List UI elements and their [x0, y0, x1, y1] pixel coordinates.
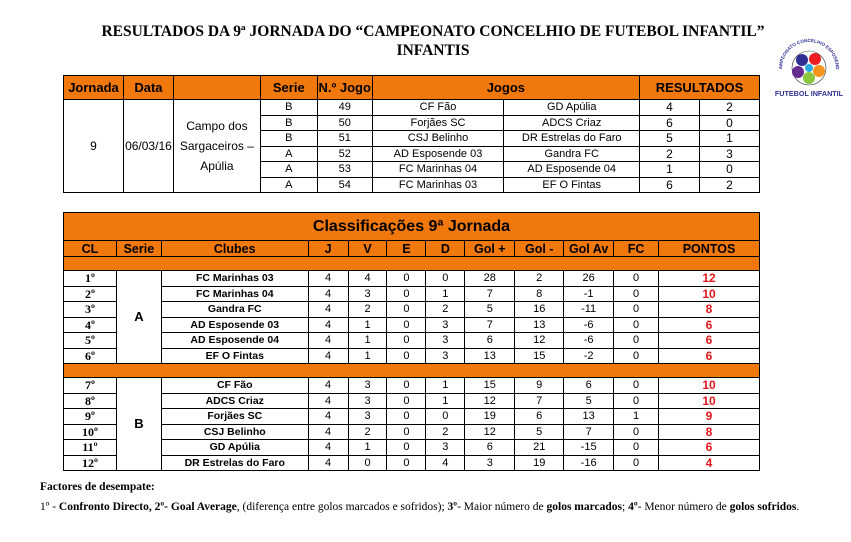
stat-gol-av: 13 [564, 409, 614, 425]
stat-fc: 0 [614, 333, 659, 349]
col-header-gol-minus: Gol - [515, 241, 564, 257]
stat-d: 1 [426, 286, 465, 302]
table-row [64, 348, 760, 364]
game-serie: B [260, 115, 317, 131]
stat-gol-plus: 3 [465, 455, 515, 471]
stat-v: 4 [348, 271, 387, 287]
stat-fc: 0 [614, 424, 659, 440]
table-row [64, 302, 760, 318]
game-away: ADCS Criaz [504, 115, 640, 131]
stat-v: 1 [348, 317, 387, 333]
stat-gol-av: 26 [564, 271, 614, 287]
group-serie: B [116, 378, 161, 471]
club-name: Gandra FC [161, 302, 308, 318]
club-name: ADCS Criaz [161, 393, 308, 409]
stat-d: 1 [426, 393, 465, 409]
table-row [64, 286, 760, 302]
stat-gol-minus: 21 [515, 440, 564, 456]
stat-gol-av: -15 [564, 440, 614, 456]
classification-header-row [64, 241, 760, 257]
group-separator [64, 257, 760, 271]
stat-v: 1 [348, 333, 387, 349]
tiebreak-heading: Factores de desempate: [40, 481, 155, 493]
game-away-goals: 0 [699, 162, 759, 178]
stat-j: 4 [308, 286, 348, 302]
header-data: Data [123, 76, 173, 100]
club-name: FC Marinhas 03 [161, 271, 308, 287]
stat-gol-plus: 6 [465, 333, 515, 349]
stat-j: 4 [308, 378, 348, 394]
club-name: AD Esposende 04 [161, 333, 308, 349]
game-away-goals: 0 [699, 115, 759, 131]
stat-gol-av: -2 [564, 348, 614, 364]
header-jogos: Jogos [372, 76, 639, 100]
rank: 4º [64, 317, 117, 333]
stat-fc: 0 [614, 378, 659, 394]
rules-bold: Confronto Directo, 2º- Goal Average [58, 501, 237, 513]
table-row [64, 393, 760, 409]
stat-gol-plus: 15 [465, 378, 515, 394]
title-line-2: INFANTIS [396, 42, 470, 59]
rank: 2º [64, 286, 117, 302]
game-number: 54 [317, 177, 372, 193]
rank: 8º [64, 393, 117, 409]
points: 6 [659, 333, 760, 349]
table-row [64, 271, 760, 287]
page-title [88, 22, 778, 60]
stat-fc: 1 [614, 409, 659, 425]
rank: 7º [64, 378, 117, 394]
stat-d: 3 [426, 317, 465, 333]
col-header-fc: FC [614, 241, 659, 257]
game-row [64, 100, 760, 116]
stat-gol-av: 5 [564, 393, 614, 409]
points: 6 [659, 348, 760, 364]
game-home: AD Esposende 03 [372, 146, 504, 162]
rules-text: - Menor número de [637, 501, 730, 513]
stat-gol-minus: 8 [515, 286, 564, 302]
game-number: 50 [317, 115, 372, 131]
stat-gol-plus: 6 [465, 440, 515, 456]
stat-gol-av: -16 [564, 455, 614, 471]
stat-fc: 0 [614, 393, 659, 409]
stat-v: 2 [348, 302, 387, 318]
stat-gol-minus: 12 [515, 333, 564, 349]
championship-logo [772, 32, 846, 106]
club-name: CF Fão [161, 378, 308, 394]
stat-e: 0 [387, 302, 426, 318]
game-away-goals: 2 [699, 100, 759, 116]
game-number: 52 [317, 146, 372, 162]
stat-gol-minus: 7 [515, 393, 564, 409]
game-serie: A [260, 177, 317, 193]
stat-e: 0 [387, 286, 426, 302]
stat-e: 0 [387, 409, 426, 425]
game-away: AD Esposende 04 [504, 162, 640, 178]
stat-gol-minus: 2 [515, 271, 564, 287]
stat-e: 0 [387, 455, 426, 471]
stat-j: 4 [308, 348, 348, 364]
stat-e: 0 [387, 440, 426, 456]
stat-fc: 0 [614, 348, 659, 364]
game-number: 51 [317, 131, 372, 147]
stat-fc: 0 [614, 455, 659, 471]
stat-gol-av: 6 [564, 378, 614, 394]
stat-j: 4 [308, 409, 348, 425]
rank: 10º [64, 424, 117, 440]
points: 10 [659, 286, 760, 302]
club-name: GD Apúlia [161, 440, 308, 456]
game-home-goals: 2 [640, 146, 700, 162]
results-table [63, 75, 760, 193]
stat-e: 0 [387, 378, 426, 394]
stat-e: 0 [387, 333, 426, 349]
stat-gol-minus: 16 [515, 302, 564, 318]
title-line-1: RESULTADOS DA 9ª JORNADA DO “CAMPEONATO CONCELHIO DE FUTEBOL INFANTIL” [101, 23, 765, 40]
stat-e: 0 [387, 271, 426, 287]
table-row [64, 455, 760, 471]
game-home-goals: 1 [640, 162, 700, 178]
rules-bold: golos sofridos [729, 501, 797, 513]
game-home-goals: 6 [640, 177, 700, 193]
stat-fc: 0 [614, 302, 659, 318]
game-home-goals: 4 [640, 100, 700, 116]
stat-e: 0 [387, 424, 426, 440]
stat-fc: 0 [614, 440, 659, 456]
stat-fc: 0 [614, 271, 659, 287]
logo-ball-icon [792, 51, 826, 85]
points: 10 [659, 378, 760, 394]
date-value: 06/03/16 [123, 100, 173, 193]
stat-gol-av: 7 [564, 424, 614, 440]
stat-d: 3 [426, 440, 465, 456]
stat-j: 4 [308, 333, 348, 349]
club-name: DR Estrelas do Faro [161, 455, 308, 471]
stat-gol-plus: 12 [465, 424, 515, 440]
venue-value: Campo dos Sargaceiros – Apúlia [173, 100, 260, 193]
col-header-serie: Serie [116, 241, 161, 257]
game-away: DR Estrelas do Faro [504, 131, 640, 147]
rules-text: 1º - [40, 501, 59, 513]
game-home-goals: 5 [640, 131, 700, 147]
stat-fc: 0 [614, 317, 659, 333]
stat-j: 4 [308, 424, 348, 440]
game-away-goals: 2 [699, 177, 759, 193]
stat-gol-plus: 5 [465, 302, 515, 318]
game-home-goals: 6 [640, 115, 700, 131]
col-header-v: V [348, 241, 387, 257]
game-away: Gandra FC [504, 146, 640, 162]
stat-d: 0 [426, 409, 465, 425]
stat-j: 4 [308, 393, 348, 409]
col-header-d: D [426, 241, 465, 257]
rank: 11º [64, 440, 117, 456]
game-away: EF O Fintas [504, 177, 640, 193]
rank: 3º [64, 302, 117, 318]
stat-gol-minus: 5 [515, 424, 564, 440]
stat-d: 3 [426, 333, 465, 349]
header-resultados: RESULTADOS [640, 76, 760, 100]
game-number: 49 [317, 100, 372, 116]
points: 8 [659, 424, 760, 440]
stat-j: 4 [308, 271, 348, 287]
stat-gol-plus: 7 [465, 286, 515, 302]
table-row [64, 333, 760, 349]
stat-v: 2 [348, 424, 387, 440]
game-serie: A [260, 146, 317, 162]
club-name: Forjães SC [161, 409, 308, 425]
game-away-goals: 3 [699, 146, 759, 162]
rank: 12º [64, 455, 117, 471]
game-home: FC Marinhas 04 [372, 162, 504, 178]
stat-gol-av: -6 [564, 333, 614, 349]
points: 8 [659, 302, 760, 318]
table-row [64, 317, 760, 333]
col-header-gol-av: Gol Av [564, 241, 614, 257]
stat-j: 4 [308, 317, 348, 333]
stat-j: 4 [308, 302, 348, 318]
game-home: FC Marinhas 03 [372, 177, 504, 193]
game-away-goals: 1 [699, 131, 759, 147]
rules-bold: golos marcados [546, 501, 622, 513]
stat-j: 4 [308, 455, 348, 471]
stat-d: 3 [426, 348, 465, 364]
table-row [64, 409, 760, 425]
game-serie: B [260, 131, 317, 147]
rules-text: - Maior número de [457, 501, 547, 513]
points: 10 [659, 393, 760, 409]
stat-v: 1 [348, 348, 387, 364]
rules-text: , (diferença entre golos marcados e sofridos); [236, 501, 448, 513]
game-home: CSJ Belinho [372, 131, 504, 147]
jornada-value: 9 [64, 100, 124, 193]
header-game-number: N.º Jogo [317, 76, 372, 100]
rules-bold: 3º [447, 501, 458, 513]
stat-fc: 0 [614, 286, 659, 302]
stat-e: 0 [387, 317, 426, 333]
table-row [64, 440, 760, 456]
stat-v: 0 [348, 455, 387, 471]
stat-d: 2 [426, 424, 465, 440]
points: 6 [659, 440, 760, 456]
points: 9 [659, 409, 760, 425]
results-header-row [64, 76, 760, 100]
col-header-pontos: PONTOS [659, 241, 760, 257]
logo-top-text: AMPEONATO CONCELHIO ESPOSEND [777, 37, 841, 70]
col-header-gol-plus: Gol + [465, 241, 515, 257]
classification-table [63, 212, 760, 471]
rules-text: . [796, 501, 800, 513]
rank: 9º [64, 409, 117, 425]
club-name: CSJ Belinho [161, 424, 308, 440]
rank: 6º [64, 348, 117, 364]
stat-d: 4 [426, 455, 465, 471]
game-number: 53 [317, 162, 372, 178]
stat-gol-minus: 13 [515, 317, 564, 333]
game-home: Forjães SC [372, 115, 504, 131]
stat-gol-minus: 9 [515, 378, 564, 394]
stat-v: 3 [348, 286, 387, 302]
header-jornada: Jornada [64, 76, 124, 100]
stat-gol-plus: 13 [465, 348, 515, 364]
game-serie: B [260, 100, 317, 116]
stat-e: 0 [387, 393, 426, 409]
stat-d: 0 [426, 271, 465, 287]
game-away: GD Apúlia [504, 100, 640, 116]
table-row [64, 378, 760, 394]
table-row [64, 424, 760, 440]
stat-d: 1 [426, 378, 465, 394]
stat-v: 3 [348, 409, 387, 425]
stat-gol-minus: 15 [515, 348, 564, 364]
stat-gol-av: -6 [564, 317, 614, 333]
points: 6 [659, 317, 760, 333]
group-serie: A [116, 271, 161, 364]
stat-e: 0 [387, 348, 426, 364]
header-venue [173, 76, 260, 100]
stat-v: 1 [348, 440, 387, 456]
rules-text: ; [622, 501, 629, 513]
game-home: CF Fão [372, 100, 504, 116]
points: 12 [659, 271, 760, 287]
game-serie: A [260, 162, 317, 178]
col-header-cl: CL [64, 241, 117, 257]
club-name: AD Esposende 03 [161, 317, 308, 333]
col-header-clubes: Clubes [161, 241, 308, 257]
stat-v: 3 [348, 393, 387, 409]
stat-gol-minus: 6 [515, 409, 564, 425]
stat-v: 3 [348, 378, 387, 394]
classification-caption-row [64, 213, 760, 241]
group-separator [64, 364, 760, 378]
rank: 1º [64, 271, 117, 287]
rules-bold: 4º [628, 501, 638, 513]
stat-gol-minus: 19 [515, 455, 564, 471]
stat-gol-plus: 12 [465, 393, 515, 409]
stat-gol-av: -11 [564, 302, 614, 318]
col-header-e: E [387, 241, 426, 257]
club-name: EF O Fintas [161, 348, 308, 364]
tiebreak-rules [40, 500, 820, 515]
stat-gol-plus: 19 [465, 409, 515, 425]
col-header-j: J [308, 241, 348, 257]
points: 4 [659, 455, 760, 471]
logo-bottom-text: FUTEBOL INFANTIL [774, 89, 844, 98]
stat-gol-av: -1 [564, 286, 614, 302]
stat-j: 4 [308, 440, 348, 456]
club-name: FC Marinhas 04 [161, 286, 308, 302]
stat-gol-plus: 7 [465, 317, 515, 333]
classification-caption: Classificações 9ª Jornada [64, 213, 760, 241]
stat-gol-plus: 28 [465, 271, 515, 287]
header-serie: Serie [260, 76, 317, 100]
rank: 5º [64, 333, 117, 349]
stat-d: 2 [426, 302, 465, 318]
